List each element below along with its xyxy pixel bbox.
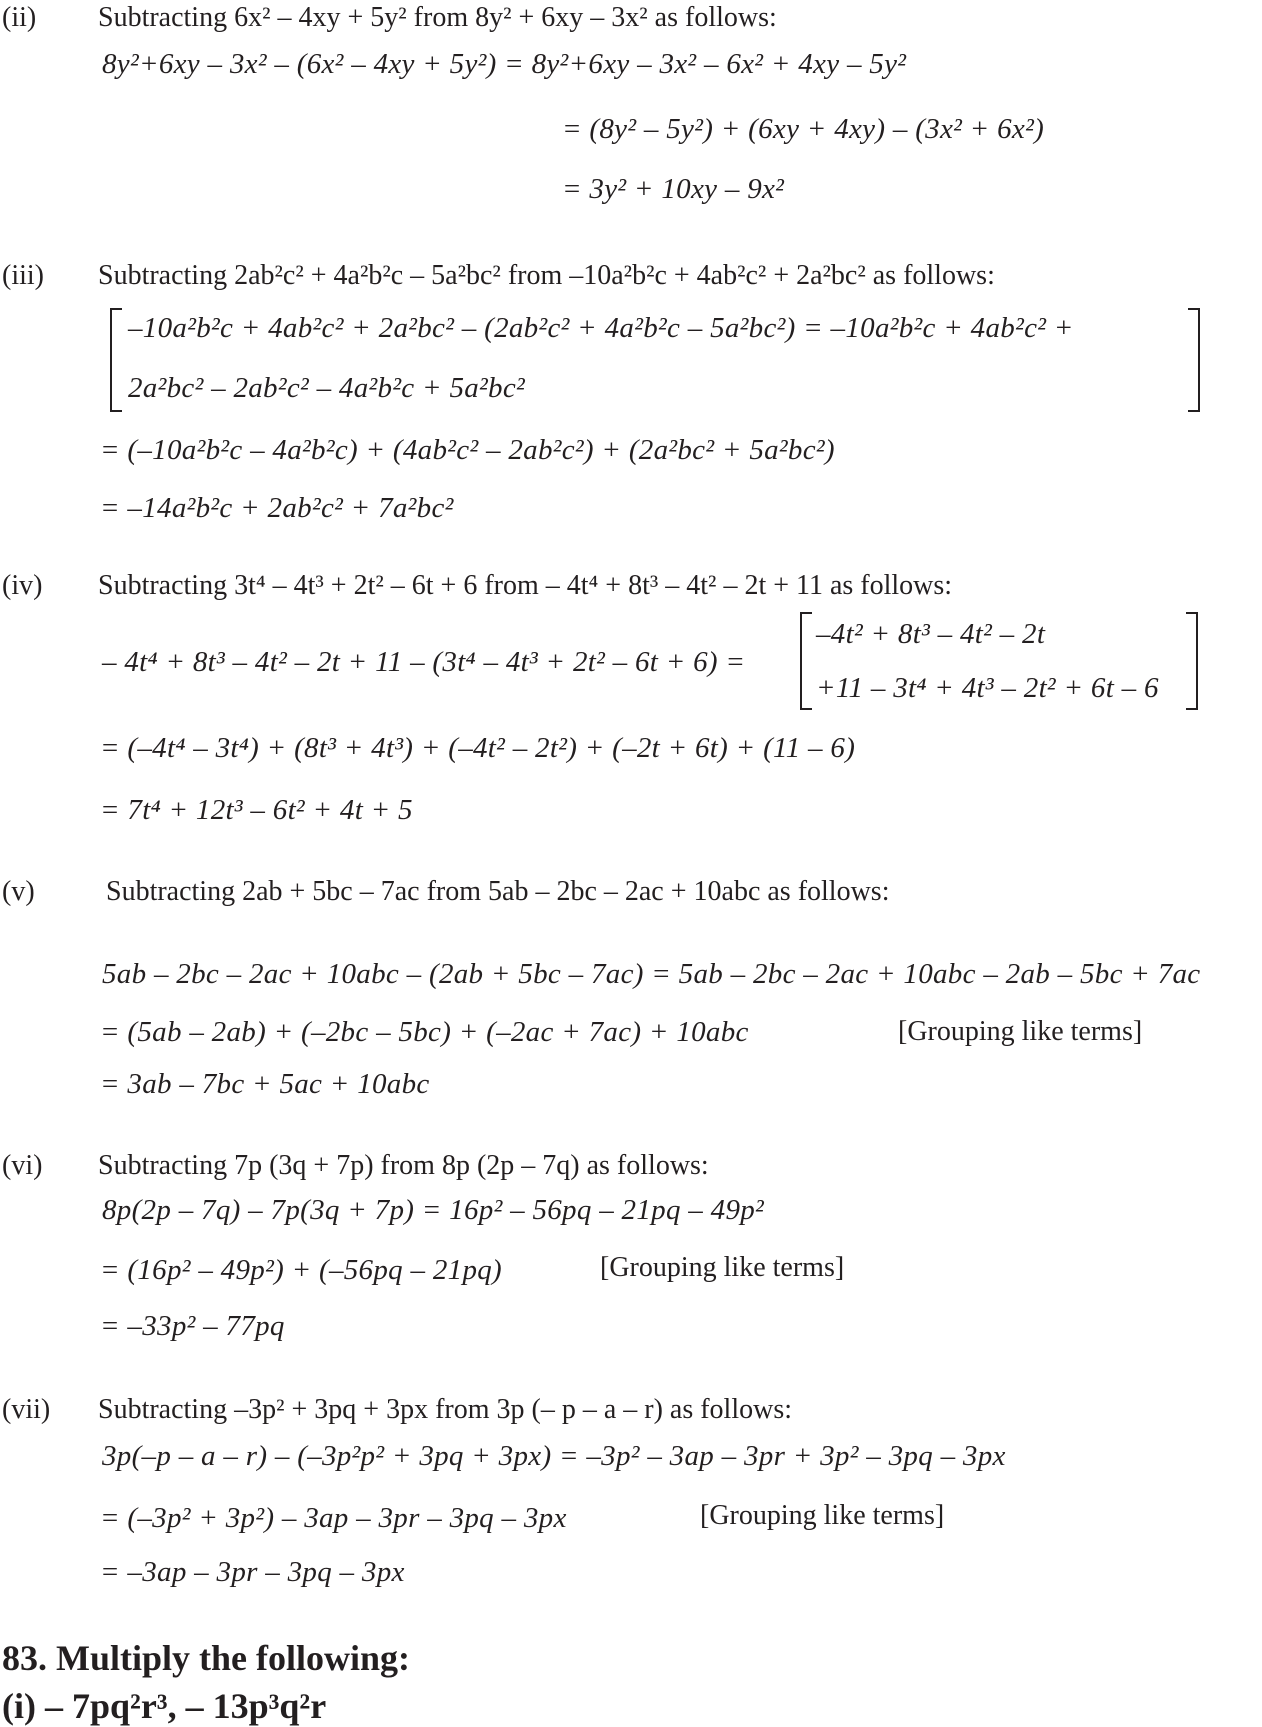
- equation-line: = 7t⁴ + 12t³ – 6t² + 4t + 5: [100, 794, 413, 826]
- item-label: (vi): [2, 1150, 43, 1181]
- equation-line: = (–4t⁴ – 3t⁴) + (8t³ + 4t³) + (–4t² – 2t²) + (–2t + 6t) + (11 – 6): [100, 732, 856, 764]
- grouping-note: [Grouping like terms]: [600, 1252, 845, 1283]
- equation-line: 5ab – 2bc – 2ac + 10abc – (2ab + 5bc – 7ac) = 5ab – 2bc – 2ac + 10abc – 2ab – 5bc + 7ac: [102, 958, 1201, 990]
- equation-line: = –33p² – 77pq: [100, 1310, 285, 1342]
- equation-line: = (8y² – 5y²) + (6xy + 4xy) – (3x² + 6x²): [562, 113, 1045, 145]
- equation-line: 8y²+6xy – 3x² – (6x² – 4xy + 5y²) = 8y²+6xy – 3x² – 6x² + 4xy – 5y²: [102, 48, 907, 80]
- equation-line: = (5ab – 2ab) + (–2bc – 5bc) + (–2ac + 7ac) + 10abc: [100, 1016, 749, 1048]
- left-bracket: [800, 612, 812, 710]
- question-part: (i) – 7pq²r³, – 13p³q²r: [2, 1686, 327, 1726]
- equation-line: – 4t⁴ + 8t³ – 4t² – 2t + 11 – (3t⁴ – 4t³ + 2t² – 6t + 6) =: [102, 646, 746, 678]
- equation-line: = –14a²b²c + 2ab²c² + 7a²bc²: [100, 492, 454, 524]
- question-heading: 83. Multiply the following:: [2, 1638, 411, 1678]
- equation-line: –4t² + 8t³ – 4t² – 2t: [816, 618, 1046, 650]
- item-intro: Subtracting 6x² – 4xy + 5y² from 8y² + 6xy – 3x² as follows:: [98, 2, 777, 33]
- equation-line: +11 – 3t⁴ + 4t³ – 2t² + 6t – 6: [816, 672, 1159, 704]
- equation-line: = (16p² – 49p²) + (–56pq – 21pq): [100, 1254, 503, 1286]
- item-label: (iii): [2, 260, 44, 291]
- left-bracket: [110, 308, 122, 412]
- equation-line: 3p(–p – a – r) – (–3p²p² + 3pq + 3px) = –3p² – 3ap – 3pr + 3p² – 3pq – 3px: [102, 1440, 1006, 1472]
- right-bracket: [1186, 612, 1198, 710]
- item-label: (ii): [2, 2, 37, 33]
- equation-line: –10a²b²c + 4ab²c² + 2a²bc² – (2ab²c² + 4a²b²c – 5a²bc²) = –10a²b²c + 4ab²c² +: [128, 312, 1074, 344]
- equation-line: = 3ab – 7bc + 5ac + 10abc: [100, 1068, 430, 1100]
- grouping-note: [Grouping like terms]: [700, 1500, 945, 1531]
- item-intro: Subtracting –3p² + 3pq + 3px from 3p (– p – a – r) as follows:: [98, 1394, 792, 1425]
- equation-line: = –3ap – 3pr – 3pq – 3px: [100, 1556, 405, 1588]
- item-label: (vii): [2, 1394, 51, 1425]
- equation-line: = (–3p² + 3p²) – 3ap – 3pr – 3pq – 3px: [100, 1502, 567, 1534]
- grouping-note: [Grouping like terms]: [898, 1016, 1143, 1047]
- item-intro: Subtracting 3t⁴ – 4t³ + 2t² – 6t + 6 from – 4t⁴ + 8t³ – 4t² – 2t + 11 as follows:: [98, 570, 953, 601]
- equation-line: 2a²bc² – 2ab²c² – 4a²b²c + 5a²bc²: [128, 372, 526, 404]
- right-bracket: [1188, 308, 1200, 412]
- item-intro: Subtracting 2ab + 5bc – 7ac from 5ab – 2bc – 2ac + 10abc as follows:: [106, 876, 890, 907]
- item-label: (v): [2, 876, 35, 907]
- item-intro: Subtracting 7p (3q + 7p) from 8p (2p – 7q) as follows:: [98, 1150, 709, 1181]
- equation-line: 8p(2p – 7q) – 7p(3q + 7p) = 16p² – 56pq – 21pq – 49p²: [102, 1194, 765, 1226]
- item-intro: Subtracting 2ab²c² + 4a²b²c – 5a²bc² from –10a²b²c + 4ab²c² + 2a²bc² as follows:: [98, 260, 995, 291]
- equation-line: = 3y² + 10xy – 9x²: [562, 173, 785, 205]
- item-label: (iv): [2, 570, 43, 601]
- equation-line: = (–10a²b²c – 4a²b²c) + (4ab²c² – 2ab²c²) + (2a²bc² + 5a²bc²): [100, 434, 835, 466]
